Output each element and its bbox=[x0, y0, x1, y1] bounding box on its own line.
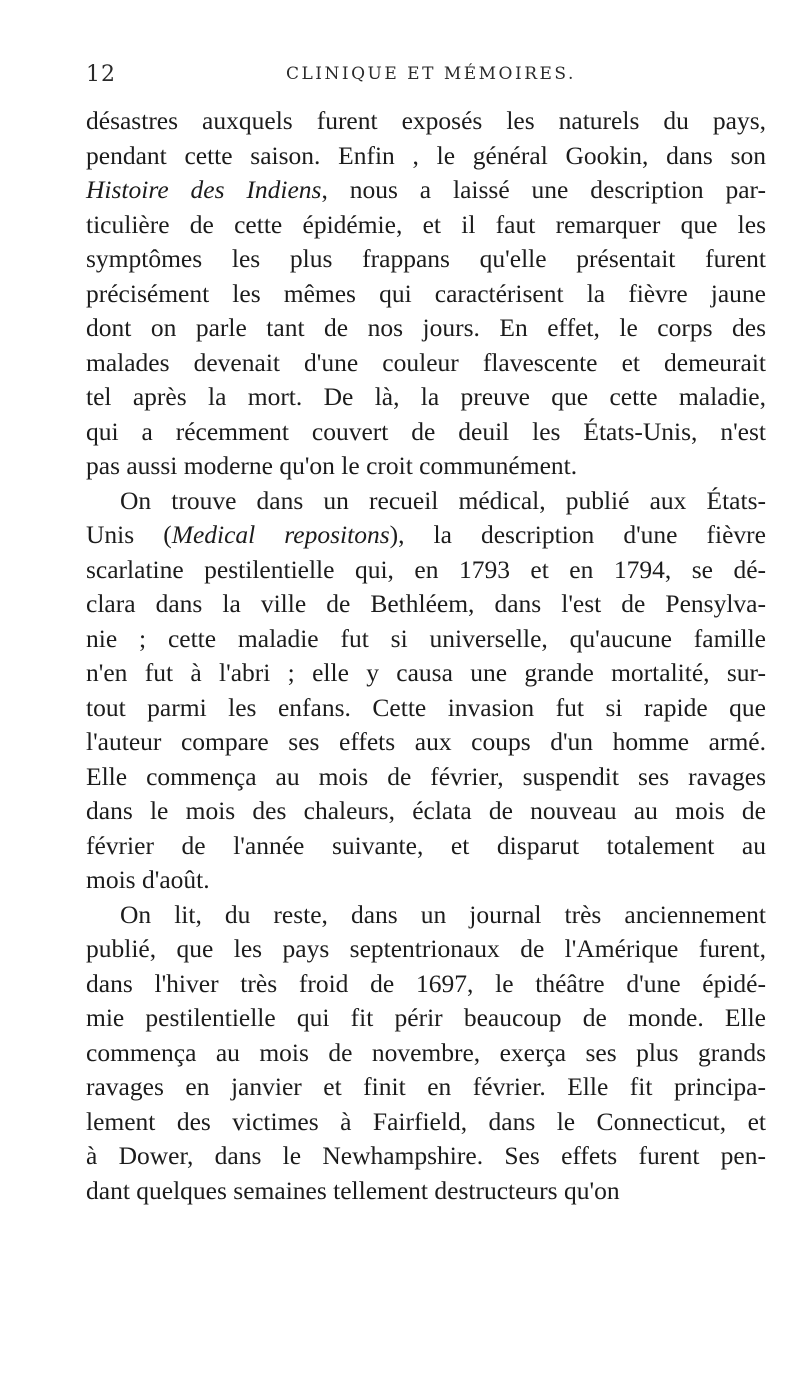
text-line: nie ; cette maladie fut si universelle, qu'aucune famille bbox=[86, 623, 766, 653]
paragraph bbox=[86, 484, 766, 898]
italic-title: Histoire des Indiens bbox=[86, 175, 322, 204]
paragraph bbox=[86, 898, 766, 1209]
running-head bbox=[0, 56, 800, 96]
page-number: 12 bbox=[86, 62, 116, 87]
text-line: Elle commença au mois de février, suspendit ses ravages bbox=[86, 761, 766, 791]
text-line: lement des victimes à Fairfield, dans le Connecticut, et bbox=[86, 1106, 766, 1136]
text-line: On lit, du reste, dans un journal très anciennement bbox=[120, 899, 766, 929]
text-line: symptômes les plus frappans qu'elle présentait furent bbox=[86, 244, 766, 273]
text-line: précisément les mêmes qui caractérisent la fièvre jaune bbox=[86, 278, 766, 308]
text-line: clara dans la ville de Bethléem, dans l'est de Pensylva- bbox=[86, 589, 766, 618]
text-line: publié, que les pays septentrionaux de l'Amérique furent, bbox=[86, 934, 766, 963]
body-text bbox=[86, 104, 766, 1208]
text-line: malades devenait d'une couleur flavescente et demeurait bbox=[86, 347, 766, 377]
text-line: ravages en janvier et finit en février. Elle fit principa- bbox=[86, 1072, 766, 1101]
text-line: n'en fut à l'abri ; elle y causa une grande mortalité, sur- bbox=[86, 658, 766, 687]
text-line: scarlatine pestilentielle qui, en 1793 et en 1794, se dé- bbox=[86, 554, 766, 584]
text-line: qui a récemment couvert de deuil les États-Unis, n'est bbox=[86, 416, 766, 446]
text-line: février de l'année suivante, et disparut totalement au bbox=[86, 830, 766, 860]
paragraph bbox=[86, 104, 766, 484]
text-line: ticulière de cette épidémie, et il faut remarquer que les bbox=[86, 209, 766, 239]
text-line: désastres auxquels furent exposés les naturels du pays, bbox=[86, 106, 766, 135]
italic-title: Medical repositons bbox=[171, 520, 390, 549]
text-line: dans l'hiver très froid de 1697, le théâtre d'une épidé- bbox=[86, 968, 766, 998]
text-line: mie pestilentielle qui fit périr beaucoup de monde. Elle bbox=[86, 1003, 766, 1032]
text-line: Unis (Medical repositons), la description d'une fièvre bbox=[86, 520, 766, 549]
text-line: dont on parle tant de nos jours. En effet, le corps des bbox=[86, 313, 766, 342]
text-line: pas aussi moderne qu'on le croit communément. bbox=[86, 451, 578, 480]
text-line: tout parmi les enfans. Cette invasion fut si rapide que bbox=[86, 692, 766, 722]
text-line: l'auteur compare ses effets aux coups d'un homme armé. bbox=[86, 727, 766, 756]
text-line: mois d'août. bbox=[86, 865, 210, 894]
text-line: tel après la mort. De là, la preuve que cette maladie, bbox=[86, 382, 766, 411]
text-line: dans le mois des chaleurs, éclata de nouveau au mois de bbox=[86, 796, 766, 825]
text-line: pendant cette saison. Enfin , le général Gookin, dans son bbox=[86, 140, 766, 170]
text-line: dant quelques semaines tellement destructeurs qu'on bbox=[86, 1175, 620, 1205]
text-line: à Dower, dans le Newhampshire. Ses effets furent pen- bbox=[86, 1141, 766, 1170]
text-line: Histoire des Indiens, nous a laissé une description par- bbox=[86, 175, 767, 204]
running-title: CLINIQUE ET MÉMOIRES. bbox=[286, 64, 576, 84]
text-line: On trouve dans un recueil médical, publié aux États- bbox=[120, 485, 766, 515]
text-line: commença au mois de novembre, exerça ses plus grands bbox=[86, 1037, 766, 1067]
